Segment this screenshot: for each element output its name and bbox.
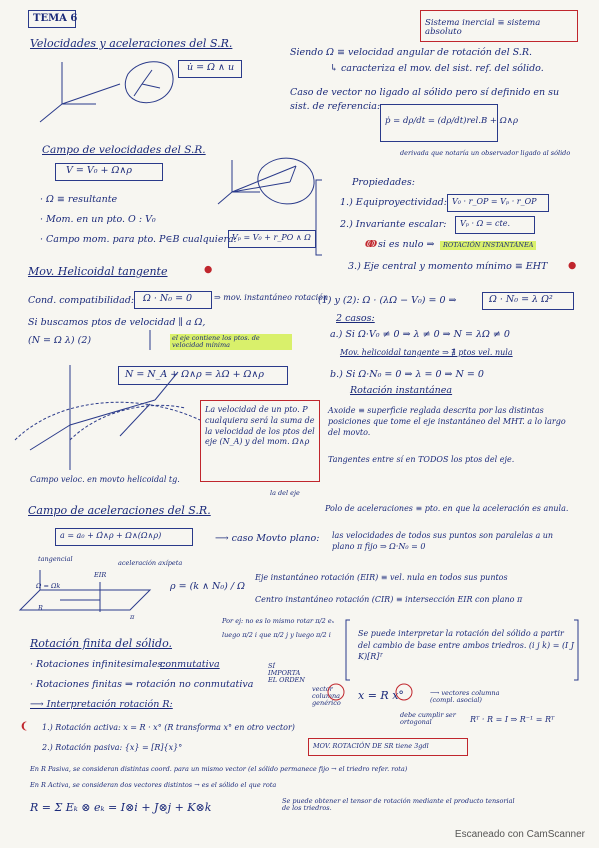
s5-vc: vector columna genérico bbox=[312, 685, 341, 708]
axes-diagram-1 bbox=[40, 62, 173, 122]
s5-mark: ❨ bbox=[20, 721, 28, 732]
s3-r4: Mov. helicoidal tangente ⇒ ∄ ptos vel. nula bbox=[340, 348, 513, 357]
s5-b2: · Rotaciones finitas ⇒ rotación no conmutativa bbox=[30, 679, 254, 690]
s5-b1-u: conmutativa bbox=[160, 659, 220, 670]
s5-b3: ⟶ Interpretación rotación R: bbox=[30, 699, 173, 710]
s5-dcm: debe cumplir ser ortogonal bbox=[400, 711, 456, 727]
s5-n2: 2.) Rotación pasiva: {x} = [R]{x}° bbox=[42, 743, 183, 752]
s3-tangentes: Tangentes entre sí en TODOS los ptos del eje. bbox=[328, 455, 515, 464]
s1-line4: sist. de referencia: bbox=[290, 101, 381, 112]
s2-p2: 2.) Invariante escalar: bbox=[340, 219, 447, 230]
s4-r-label: R bbox=[38, 604, 43, 612]
s5-n1: 1.) Rotación activa: x = R · x° (R transforma x° en otro vector) bbox=[42, 723, 295, 732]
s1-formula: u̇ = Ω ∧ u bbox=[187, 62, 235, 73]
s2-title: Campo de velocidades del S.R. bbox=[42, 144, 206, 156]
s5-pas: En R Pasiva, se consideran distintas coord. para un mismo vector (el sólido permanece fijo → el triedro refer. rota) bbox=[30, 765, 408, 773]
s5-important: SÍ IMPORTA EL ORDEN bbox=[268, 662, 305, 685]
s4-case-text: las velocidades de todos sus puntos son paralelas a un plano π fijo ⇒ Ω·N₀ = 0 bbox=[332, 531, 554, 552]
s1-line3: Caso de vector no ligado al sólido pero sí definido en su bbox=[290, 87, 560, 98]
s3-r6: Rotación instantánea bbox=[350, 385, 453, 396]
s3-r3: a.) Si Ω·V₀ ≠ 0 ⇒ λ ≠ 0 ⇒ N = λΩ ≠ 0 bbox=[330, 329, 510, 340]
s3-eq: N = N_A + Ω∧ρ = λΩ + Ω∧ρ bbox=[125, 369, 264, 380]
tema-label: TEMA 6 bbox=[33, 13, 78, 24]
plane-motion-diagram bbox=[20, 570, 150, 612]
s5-final-r: Se puede obtener el tensor de rotación mediante el producto tensorial de los triedros. bbox=[282, 797, 515, 813]
s2-p2b-mark: ↂ bbox=[365, 239, 378, 250]
s5-ej2: luego π/2 i que π/2 j y luego π/2 i bbox=[222, 631, 331, 639]
s5-mov: MOV. ROTACIÓN DE SR tiene 3gdl bbox=[313, 742, 429, 750]
s2-b3-formula: Vₚ = V₀ + r_PO ∧ Ω bbox=[232, 233, 311, 242]
s5-ej1: Por ej: no es lo mismo rotar π/2 eₓ bbox=[222, 617, 335, 625]
s5-eq: x = R x° bbox=[358, 689, 404, 702]
s5-act: En R Activa, se consideran dos vectores distintos → es el sólido el que rota bbox=[30, 781, 277, 789]
tensor-symbols bbox=[328, 620, 578, 700]
s2-formula: V = V₀ + Ω∧ρ bbox=[66, 165, 132, 176]
s5-right: Se puede interpretar la rotación del sólido a partir del cambio de base entre ambos triedros. (i j k) = (I J K)[R]ᵀ bbox=[358, 629, 574, 662]
s3-axoide: Axoide ≡ superficie reglada descrita por las distintas posiciones que tome el eje instantáneo del MHT. a lo largo del movto. bbox=[328, 406, 566, 437]
s3-highlight: el eje contiene los ptos. de velocidad mínima bbox=[170, 334, 292, 350]
s4-eir-label: EIR bbox=[94, 571, 107, 579]
s1-formula2: ṗ = dρ/dt = (dρ/dt)rel.B + Ω∧ρ bbox=[385, 116, 518, 126]
s3-r1-formula: Ω · N₀ = λ Ω² bbox=[489, 294, 553, 305]
s3-l1-r: ⇒ mov. instantáneo rotación bbox=[214, 293, 329, 302]
helicoidal-diagram bbox=[15, 330, 200, 470]
s2-p3: 3.) Eje central y momento mínimo ≡ EHT bbox=[348, 261, 548, 272]
s2-p2b: si es nulo ⇒ bbox=[378, 239, 435, 250]
s3-r5: b.) Si Ω·N₀ = 0 ⇒ λ = 0 ⇒ N = 0 bbox=[330, 369, 484, 380]
s4-rho: ρ = (k ∧ N₀) / Ω bbox=[170, 581, 245, 592]
s2-prop-title: Propiedades: bbox=[352, 177, 415, 188]
s4-tang: tangencial bbox=[38, 555, 73, 563]
s4-cir: Centro instantáneo rotación (CIR) ≡ intersección EIR con plano π bbox=[255, 595, 523, 604]
s2-p1: 1.) Equiproyectividad: bbox=[340, 197, 447, 208]
s3-l1-formula: Ω · N₀ = 0 bbox=[143, 293, 193, 304]
s5-vcc: ⟶ vectores columna (compl. asocial) bbox=[430, 689, 500, 705]
s3-l3: (N = Ω λ) (2) bbox=[28, 335, 92, 346]
s3-eje: la del eje bbox=[270, 489, 300, 497]
s4-title: Campo de aceleraciones del S.R. bbox=[28, 504, 211, 517]
s1-line2: ↳ caracteriza el mov. del sist. ref. del sólido. bbox=[330, 63, 544, 74]
s2-b3: · Campo mom. para pto. P∈B cualquiera: bbox=[40, 234, 237, 245]
s3-campo: Campo veloc. en movto helicoidal tg. bbox=[30, 475, 180, 484]
s4-eir: Eje instantáneo rotación (EIR) ≡ vel. nula en todos sus puntos bbox=[255, 573, 508, 582]
s2-b1: · Ω ≡ resultante bbox=[40, 194, 118, 205]
s2-p2b-highlight: ROTACIÓN INSTANTÁNEA bbox=[440, 241, 536, 250]
camscanner-watermark: Escaneado con CamScanner bbox=[454, 829, 585, 840]
s4-case: ⟶ caso Movto plano: bbox=[215, 533, 320, 544]
s2-p2-formula: Vₚ · Ω = cte. bbox=[460, 219, 510, 228]
s3-title-mark: ● bbox=[204, 264, 213, 275]
s3-title: Mov. Helicoidal tangente bbox=[28, 265, 168, 278]
s2-p1-formula: V₀ · r_OP = Vₚ · r_OP bbox=[452, 197, 537, 206]
s5-b1: · Rotaciones infinitesimales: bbox=[30, 659, 166, 670]
s4-formula: a = a₀ + Ω̇∧ρ + Ω∧(Ω∧ρ) bbox=[60, 531, 162, 540]
s1-title: Velocidades y aceleraciones del S.R. bbox=[30, 37, 233, 50]
s5-title: Rotación finita del sólido. bbox=[30, 637, 173, 650]
s3-r2: 2 casos: bbox=[336, 313, 375, 324]
s3-l2: Si buscamos ptos de velocidad ∥ a Ω, bbox=[28, 317, 206, 328]
s2-p3-mark: ● bbox=[568, 260, 577, 271]
s5-final: R = Σ Eₖ ⊗ eₖ = I⊗i + J⊗j + K⊗k bbox=[30, 801, 212, 814]
s3-l1: Cond. compatibilidad: bbox=[28, 295, 135, 306]
s5-rt: Rᵀ · R = I ⇒ R⁻¹ = Rᵀ bbox=[470, 715, 555, 724]
s4-pi-label: π bbox=[130, 613, 135, 621]
s1-note: derivada que notaría un observador ligado al sólido bbox=[400, 149, 571, 157]
s4-polo: Polo de aceleraciones ≡ pto. en que la aceleración es anula. bbox=[325, 504, 569, 513]
velocity-field-diagram bbox=[218, 158, 322, 255]
s3-r1: (1) y (2): Ω · (λΩ − V₀) = 0 ⇒ bbox=[318, 295, 457, 306]
s3-redbox-text: La velocidad de un pto. P cualquiera será la suma de la velocidad de los ptos del eje (N_A) y del mom. Ω∧ρ bbox=[205, 405, 315, 447]
s4-axip: aceleración axípeta bbox=[118, 559, 183, 567]
s1-line1: Siendo Ω ≡ velocidad angular de rotación del S.R. bbox=[290, 47, 532, 58]
s2-b2: · Mom. en un pto. O : V₀ bbox=[40, 214, 156, 225]
s4-omega: Ω = Ωk bbox=[36, 582, 61, 590]
sistema-text: Sistema inercial ≡ sistema absoluto bbox=[425, 18, 541, 38]
